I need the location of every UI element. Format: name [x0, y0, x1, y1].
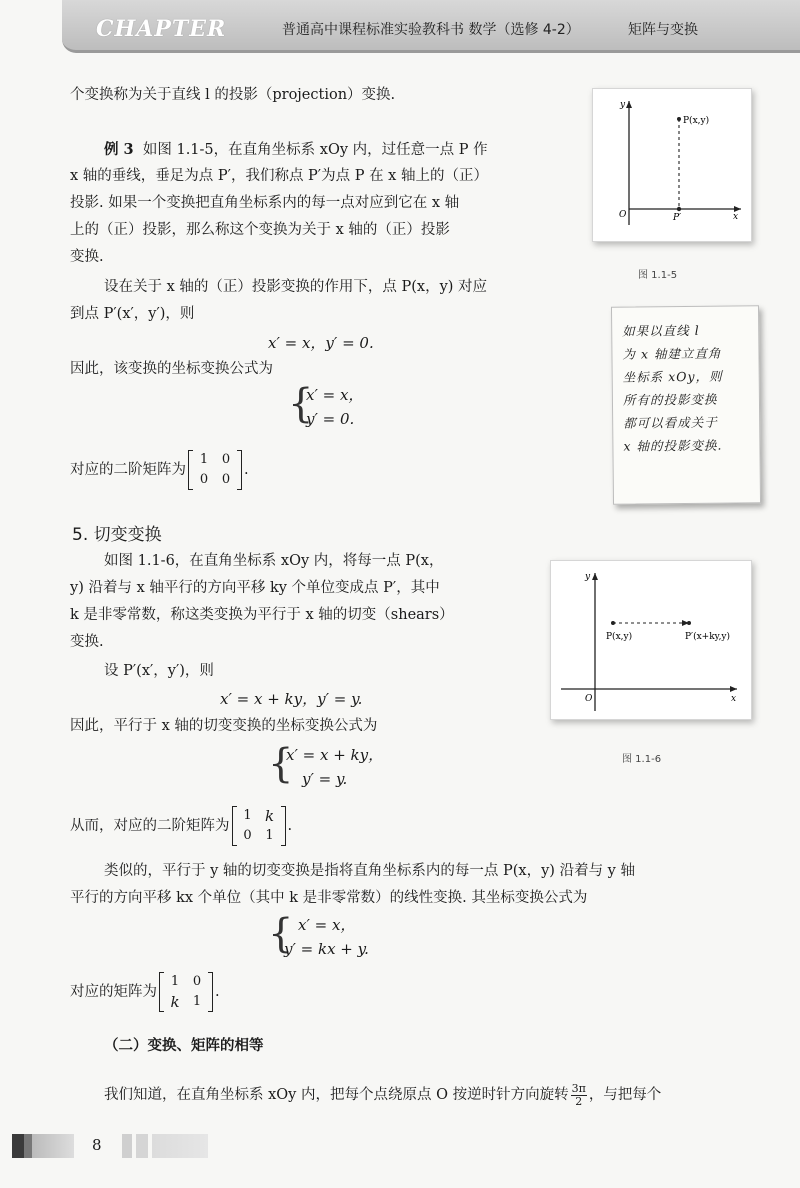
section5-line-2: y) 沿着与 x 轴平行的方向平移 ky 个单位变成点 P′，其中 — [70, 580, 440, 596]
side-note — [611, 305, 761, 505]
chapter-label: CHAPTER — [96, 16, 227, 42]
section5-line-1: 如图 1.1-6，在直角坐标系 xOy 内，将每一点 P(x， — [104, 553, 444, 569]
matrix-cell: 1 — [265, 828, 274, 843]
left-brace: { — [268, 741, 294, 787]
section5-similar-line-1: 类似的，平行于 y 轴的切变变换是指将直角坐标系内的每一点 P(x，y) 沿着与 y 轴 — [104, 863, 635, 879]
example3-line-5: 变换. — [70, 249, 104, 265]
subsection-heading: （二）变换、矩阵的相等 — [104, 1038, 264, 1054]
subsection-line — [104, 1082, 661, 1109]
footer-decoration-left — [12, 1134, 74, 1158]
matrix-cell: 0 — [221, 452, 231, 467]
example3-line-2: x 轴的垂线，垂足为点 P′，我们称点 P′为点 P 在 x 轴上的（正） — [70, 168, 488, 184]
example3-line-1 — [104, 136, 488, 164]
matrix-cell: k — [170, 993, 180, 1011]
figure-shear — [550, 560, 752, 720]
matrix-cell: 0 — [243, 828, 252, 843]
page-number: 8 — [92, 1136, 102, 1154]
example3-line-4: 上的（正）投影，那么称这个变换为关于 x 轴的（正）投影 — [70, 222, 450, 238]
point-p-prime — [687, 621, 691, 625]
matrix-cell: 0 — [199, 472, 209, 487]
left-brace: { — [288, 381, 314, 427]
intro-line: 个变换称为关于直线 l 的投影（projection）变换. — [70, 87, 396, 103]
section-5-heading: 5. 切变变换 — [72, 525, 162, 545]
example3-therefore: 因此，该变换的坐标变换公式为 — [70, 361, 273, 377]
matrix-cell: 0 — [221, 472, 231, 487]
section5-system2-line-2: y′ = kx + y. — [284, 940, 369, 958]
point-p-prime — [677, 207, 681, 211]
point-p — [677, 117, 681, 121]
section5-matrix2-line: 对应的矩阵为 1 0 k 1 . — [70, 974, 220, 1011]
example3-equation: x′ = x，y′ = 0. — [268, 334, 374, 352]
subsection-line-end: ，与把每个 — [588, 1087, 662, 1103]
example3-matrix-line: 对应的二阶矩阵为 1 0 0 0 . — [70, 450, 249, 490]
section5-let: 设 P′(x′，y′)，则 — [104, 663, 214, 679]
fraction-denominator: 2 — [575, 1095, 583, 1108]
section5-system-line-2: y′ = y. — [302, 770, 348, 788]
example3-para2-line-1: 设在关于 x 轴的（正）投影变换的作用下，点 P(x，y) 对应 — [104, 279, 488, 295]
y-axis-arrow — [626, 101, 632, 108]
section5-similar-line-2: 平行的方向平移 kx 个单位（其中 k 是非零常数）的线性变换. 其坐标变换公式为 — [70, 890, 588, 906]
x-axis-label: x — [733, 212, 739, 222]
example3-matrix — [188, 450, 242, 490]
origin-label: O — [585, 694, 593, 704]
y-axis-label: y — [620, 100, 626, 110]
section5-line-3: k 是非零常数，称这类变换为平行于 x 轴的切变（shears） — [70, 607, 454, 623]
figure-1-caption: 图 1.1-5 — [638, 270, 678, 281]
x-axis-label: x — [731, 694, 737, 704]
y-axis-arrow — [592, 573, 598, 580]
fraction — [571, 1083, 587, 1108]
point-p-prime-label: P′(x+ky,y) — [685, 632, 731, 642]
left-brace: { — [268, 911, 294, 957]
point-p-label: P(x,y) — [683, 116, 710, 126]
subsection-line-start: 我们知道，在直角坐标系 xOy 内，把每个点绕原点 O 按逆时针方向旋转 — [104, 1087, 569, 1103]
x-axis-arrow — [730, 686, 737, 692]
origin-label: O — [619, 210, 627, 220]
matrix-cell: 1 — [243, 808, 252, 823]
example3-label: 例 3 — [104, 141, 134, 158]
section5-matrix-line: 从而，对应的二阶矩阵为 1 k 0 1 . — [70, 806, 292, 846]
example3-para2-line-2: 到点 P′(x′，y′)，则 — [70, 306, 195, 322]
section5-matrix — [232, 806, 286, 846]
footer-decoration-right — [122, 1134, 208, 1158]
point-p — [611, 621, 615, 625]
matrix-cell: 0 — [192, 974, 202, 989]
section5-equation: x′ = x + ky，y′ = y. — [220, 690, 363, 708]
figure-projection — [592, 88, 752, 242]
matrix-cell: k — [264, 807, 275, 825]
section5-system2-line-1: x′ = x， — [298, 916, 356, 934]
example3-line-3: 投影. 如果一个变换把直角坐标系内的每一点对应到它在 x 轴 — [70, 195, 460, 211]
example3-matrix-label: 对应的二阶矩阵为 — [70, 461, 186, 478]
section5-matrix2-label: 对应的矩阵为 — [70, 983, 157, 1000]
section5-matrix2 — [159, 972, 213, 1012]
y-axis-label: y — [585, 572, 591, 582]
side-note-text: 如果以直线 l 为 x 轴建立直角 坐标系 xOy，则 所有的投影变换 都可以看成关于 x 轴的投影变换. — [622, 322, 723, 454]
book-title: 普通高中课程标准实验教科书 数学（选修 4-2） — [282, 22, 580, 38]
section5-system-line-1: x′ = x + ky， — [286, 746, 384, 764]
section5-line-4: 变换. — [70, 634, 104, 650]
matrix-cell: 1 — [170, 974, 180, 989]
matrix-cell: 1 — [199, 452, 209, 467]
example3-text-1: 如图 1.1-5，在直角坐标系 xOy 内，过任意一点 P 作 — [142, 142, 488, 158]
matrix-cell: 1 — [192, 994, 202, 1009]
section5-therefore: 因此，平行于 x 轴的切变变换的坐标变换公式为 — [70, 718, 378, 734]
example3-system-line-2: y′ = 0. — [306, 410, 355, 428]
section5-matrix-label: 从而，对应的二阶矩阵为 — [70, 817, 230, 834]
fraction-numerator: 3π — [571, 1082, 586, 1095]
example3-system-line-1: x′ = x， — [306, 386, 364, 404]
point-p-label: P(x,y) — [606, 632, 633, 642]
section-title: 矩阵与变换 — [628, 22, 698, 38]
figure-2-caption: 图 1.1-6 — [622, 754, 662, 765]
point-p-prime-label: P′ — [673, 213, 682, 223]
